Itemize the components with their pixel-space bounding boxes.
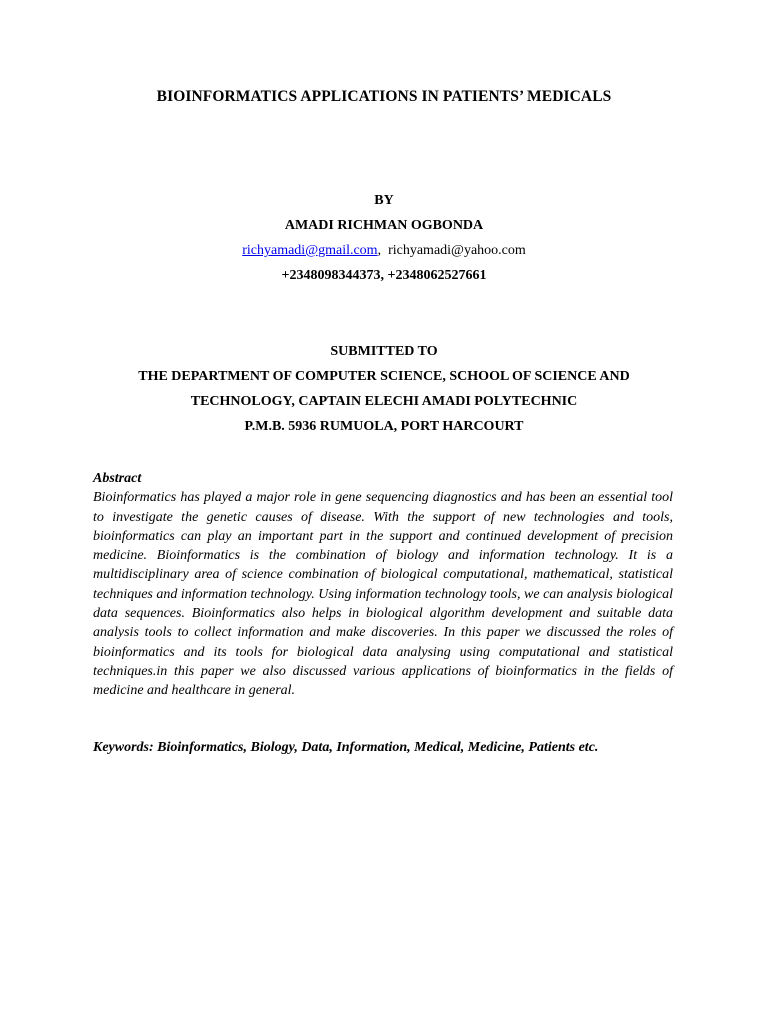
department-line-1: THE DEPARTMENT OF COMPUTER SCIENCE, SCHOOL OF SCIENCE AND [138,369,630,384]
department-address: P.M.B. 5936 RUMUOLA, PORT HARCOURT [244,419,524,434]
department-line-2: TECHNOLOGY, CAPTAIN ELECHI AMADI POLYTECHNIC [190,394,578,409]
author-phones: +2348098344373, +2348062527661 [281,268,487,283]
keywords-line: Keywords: Bioinformatics, Biology, Data, Information, Medical, Medicine, Patients etc. [93,740,599,755]
abstract-body: Bioinformatics has played a major role in gene sequencing diagnostics and has been an essential tool to investigate the genetic causes of disease. With the support of new technologies and tools, bioinformatics can play an important part in the support and continued development of precision medicine. Bioinformatics is the combination of biology and information technology. It is a multidisciplinary area of science combination of biological computational, mathematical, statistical techniques and information technology. Using information technology tools, we can analysis biological data sequences. Bioinformatics also helps in biological algorithm development and suitable data analysis tools to collect information and make discoveries. In this paper we discussed the roles of bioinformatics and its tools for biological data analysing using computational and statistical techniques.in this paper we also discussed various applications of bioinformatics in the fields of medicine and healthcare in general. [93,490,673,699]
paper-title: BIOINFORMATICS APPLICATIONS IN PATIENTS’ MEDICALS [156,88,612,105]
email-secondary: richyamadi@yahoo.com [388,243,526,258]
email-link-primary[interactable]: richyamadi@gmail.com [242,243,378,258]
author-name: AMADI RICHMAN OGBONDA [284,218,484,233]
abstract-section [93,469,673,701]
submitted-to-label: SUBMITTED TO [330,344,438,359]
abstract-heading: Abstract [93,471,142,486]
author-emails [0,242,768,260]
byline-label: BY [374,193,394,208]
email-separator: , [377,243,389,258]
